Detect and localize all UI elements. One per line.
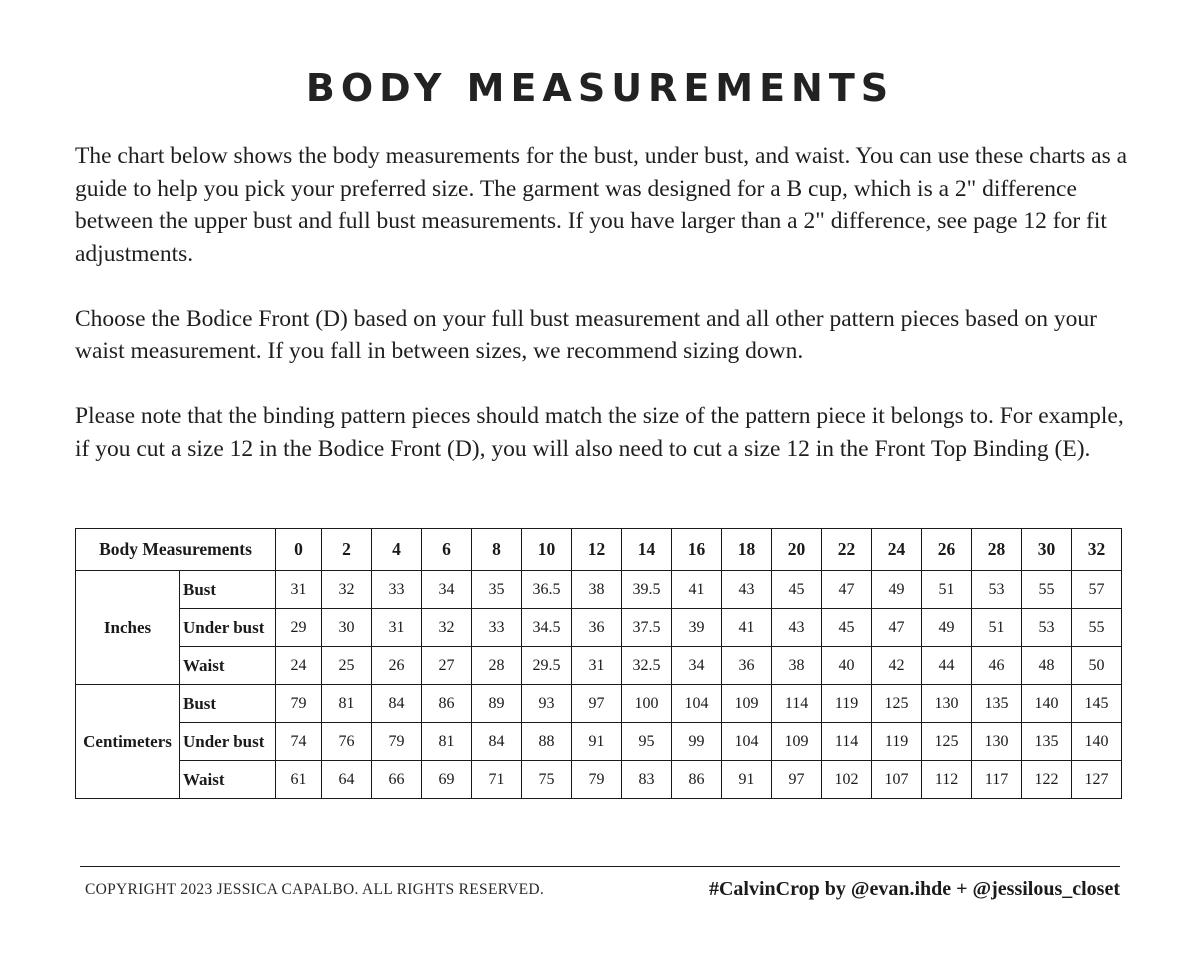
- measurement-value: 84: [372, 685, 422, 723]
- measurement-value: 104: [672, 685, 722, 723]
- measurement-value: 49: [872, 571, 922, 609]
- measurement-value: 89: [472, 685, 522, 723]
- measurement-value: 31: [372, 609, 422, 647]
- size-header: 6: [422, 529, 472, 571]
- measurement-value: 28: [472, 647, 522, 685]
- measurement-value: 31: [572, 647, 622, 685]
- size-header: 2: [322, 529, 372, 571]
- size-header: 10: [522, 529, 572, 571]
- measurement-label: Waist: [180, 761, 276, 799]
- measurement-value: 97: [572, 685, 622, 723]
- measurement-value: 86: [672, 761, 722, 799]
- measurement-value: 36: [722, 647, 772, 685]
- intro-paragraph-measurements: The chart below shows the body measurements for the bust, under bust, and waist. You can use these charts as a guide to help you pick your preferred size. The garment was designed for a B cup, which is a 2" difference between the upper bust and full bust measurements. If you have larger than a 2" difference, see page 12 for fit adjustments.: [75, 143, 1128, 267]
- size-header: 32: [1072, 529, 1122, 571]
- table-row: [76, 647, 1122, 685]
- measurement-value: 135: [972, 685, 1022, 723]
- table-header-label: Body Measurements: [76, 529, 276, 571]
- measurement-value: 55: [1022, 571, 1072, 609]
- measurement-value: 39: [672, 609, 722, 647]
- measurement-value: 40: [822, 647, 872, 685]
- measurement-value: 109: [722, 685, 772, 723]
- measurement-value: 41: [722, 609, 772, 647]
- measurement-value: 140: [1022, 685, 1072, 723]
- measurement-value: 119: [872, 723, 922, 761]
- measurement-value: 102: [822, 761, 872, 799]
- measurement-value: 61: [276, 761, 322, 799]
- measurement-value: 79: [276, 685, 322, 723]
- table-row: [76, 723, 1122, 761]
- measurement-value: 33: [472, 609, 522, 647]
- table-row: [76, 571, 1122, 609]
- measurement-value: 99: [672, 723, 722, 761]
- size-header: 30: [1022, 529, 1072, 571]
- table-row: [76, 685, 1122, 723]
- measurement-value: 97: [772, 761, 822, 799]
- measurement-value: 69: [422, 761, 472, 799]
- measurement-value: 71: [472, 761, 522, 799]
- measurement-label: Under bust: [180, 609, 276, 647]
- size-header: 16: [672, 529, 722, 571]
- measurement-value: 140: [1072, 723, 1122, 761]
- measurement-value: 47: [872, 609, 922, 647]
- measurement-value: 76: [322, 723, 372, 761]
- measurement-value: 130: [972, 723, 1022, 761]
- measurement-value: 43: [722, 571, 772, 609]
- measurement-value: 34: [672, 647, 722, 685]
- measurement-value: 145: [1072, 685, 1122, 723]
- measurement-value: 37.5: [622, 609, 672, 647]
- measurement-value: 29.5: [522, 647, 572, 685]
- size-header: 26: [922, 529, 972, 571]
- measurement-value: 81: [322, 685, 372, 723]
- measurement-value: 39.5: [622, 571, 672, 609]
- measurement-value: 95: [622, 723, 672, 761]
- measurement-value: 93: [522, 685, 572, 723]
- size-header: 8: [472, 529, 522, 571]
- measurement-value: 75: [522, 761, 572, 799]
- measurement-value: 53: [1022, 609, 1072, 647]
- measurement-value: 127: [1072, 761, 1122, 799]
- size-header: 0: [276, 529, 322, 571]
- measurement-value: 45: [822, 609, 872, 647]
- measurement-value: 38: [572, 571, 622, 609]
- measurement-value: 55: [1072, 609, 1122, 647]
- measurement-value: 46: [972, 647, 1022, 685]
- measurement-value: 36: [572, 609, 622, 647]
- size-header: 22: [822, 529, 872, 571]
- size-header: 12: [572, 529, 622, 571]
- measurement-value: 64: [322, 761, 372, 799]
- pattern-credit: #CalvinCrop by @evan.ihde + @jessilous_closet: [708, 878, 1120, 900]
- measurement-value: 26: [372, 647, 422, 685]
- measurement-value: 36.5: [522, 571, 572, 609]
- measurement-value: 84: [472, 723, 522, 761]
- measurement-value: 51: [972, 609, 1022, 647]
- measurement-value: 33: [372, 571, 422, 609]
- size-header: 28: [972, 529, 1022, 571]
- measurement-value: 25: [322, 647, 372, 685]
- size-header: 24: [872, 529, 922, 571]
- measurement-value: 81: [422, 723, 472, 761]
- measurement-value: 135: [1022, 723, 1072, 761]
- measurement-value: 43: [772, 609, 822, 647]
- size-chart-table: [75, 528, 1122, 799]
- measurement-value: 32: [422, 609, 472, 647]
- measurement-value: 47: [822, 571, 872, 609]
- measurement-value: 42: [872, 647, 922, 685]
- measurement-value: 100: [622, 685, 672, 723]
- measurement-value: 86: [422, 685, 472, 723]
- measurement-value: 91: [572, 723, 622, 761]
- measurement-value: 24: [276, 647, 322, 685]
- measurement-value: 91: [722, 761, 772, 799]
- size-header: 20: [772, 529, 822, 571]
- measurement-value: 44: [922, 647, 972, 685]
- measurement-value: 109: [772, 723, 822, 761]
- measurement-label: Under bust: [180, 723, 276, 761]
- measurement-value: 122: [1022, 761, 1072, 799]
- table-row: [76, 761, 1122, 799]
- measurement-value: 79: [372, 723, 422, 761]
- copyright-notice: COPYRIGHT 2023 JESSICA CAPALBO. ALL RIGHTS RESERVED.: [85, 881, 545, 898]
- measurement-value: 49: [922, 609, 972, 647]
- intro-paragraph-binding: Please note that the binding pattern pieces should match the size of the pattern piece it belongs to. For example, if you cut a size 12 in the Bodice Front (D), you will also need to cut a size 12 in the Front Top Binding (E).: [75, 403, 1124, 462]
- measurement-value: 117: [972, 761, 1022, 799]
- measurement-value: 51: [922, 571, 972, 609]
- measurement-value: 38: [772, 647, 822, 685]
- table-row: [76, 609, 1122, 647]
- measurement-value: 57: [1072, 571, 1122, 609]
- intro-text: [75, 140, 1135, 498]
- measurement-value: 119: [822, 685, 872, 723]
- measurement-value: 79: [572, 761, 622, 799]
- table-header-row: [76, 529, 1122, 571]
- measurement-value: 32: [322, 571, 372, 609]
- measurement-value: 32.5: [622, 647, 672, 685]
- measurement-value: 112: [922, 761, 972, 799]
- measurement-value: 130: [922, 685, 972, 723]
- measurement-value: 107: [872, 761, 922, 799]
- unit-group-label: Centimeters: [76, 685, 180, 799]
- measurement-value: 27: [422, 647, 472, 685]
- measurement-value: 45: [772, 571, 822, 609]
- measurement-value: 83: [622, 761, 672, 799]
- page-title: BODY MEASUREMENTS: [305, 66, 895, 110]
- measurement-value: 34: [422, 571, 472, 609]
- measurement-value: 66: [372, 761, 422, 799]
- measurement-label: Waist: [180, 647, 276, 685]
- measurement-label: Bust: [180, 571, 276, 609]
- measurement-value: 30: [322, 609, 372, 647]
- measurement-value: 50: [1072, 647, 1122, 685]
- measurement-value: 53: [972, 571, 1022, 609]
- measurement-value: 34.5: [522, 609, 572, 647]
- measurement-value: 114: [822, 723, 872, 761]
- measurement-value: 31: [276, 571, 322, 609]
- measurement-value: 41: [672, 571, 722, 609]
- unit-group-label: Inches: [76, 571, 180, 685]
- footer-divider: [80, 866, 1120, 867]
- size-header: 4: [372, 529, 422, 571]
- measurement-value: 29: [276, 609, 322, 647]
- size-header: 18: [722, 529, 772, 571]
- measurement-label: Bust: [180, 685, 276, 723]
- measurement-value: 88: [522, 723, 572, 761]
- measurement-value: 125: [922, 723, 972, 761]
- measurement-value: 114: [772, 685, 822, 723]
- measurement-value: 74: [276, 723, 322, 761]
- measurement-value: 48: [1022, 647, 1072, 685]
- measurement-value: 35: [472, 571, 522, 609]
- table-body: [76, 571, 1122, 799]
- measurement-value: 125: [872, 685, 922, 723]
- size-header: 14: [622, 529, 672, 571]
- measurement-value: 104: [722, 723, 772, 761]
- intro-paragraph-sizing: Choose the Bodice Front (D) based on your full bust measurement and all other pattern pieces based on your waist measurement. If you fall in between sizes, we recommend sizing down.: [75, 305, 1097, 364]
